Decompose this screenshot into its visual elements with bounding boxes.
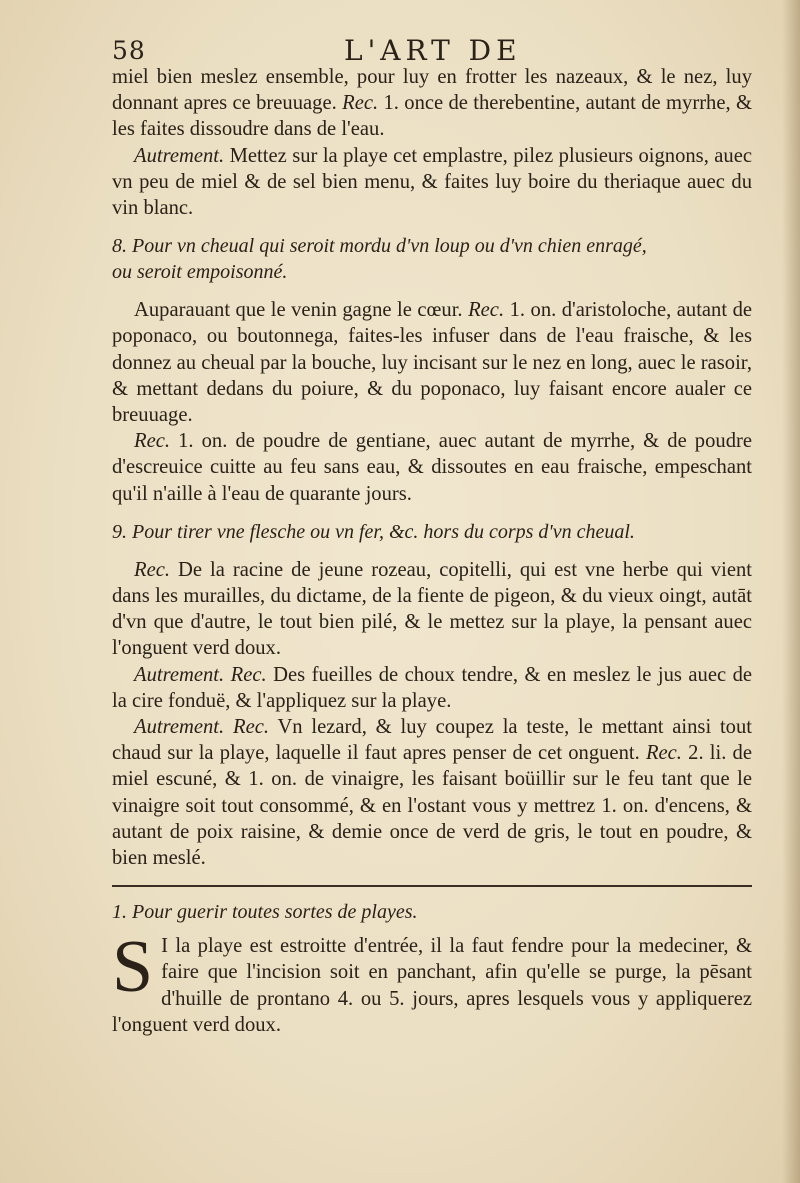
rec-label: Rec. — [232, 716, 269, 739]
paragraph-text: 1. on. d'aristoloche, autant de poponaco, ou boutonnega, faites-les infuser dans de l'eau fraische, & les donnez au cheual par la bouche, luy incisant sur le nez en long, auec le rasoir, & mettant dedans du poiure, & du poponaco, luy faisant encore aualer ce breuuage. — [112, 299, 753, 427]
section-heading-9: 9. Pour tirer vne flesche ou vn fer, &c. hors du corps d'vn cheual. — [112, 520, 635, 543]
rec-label: Rec. — [230, 663, 267, 686]
remedy-paragraph — [112, 662, 752, 714]
drop-cap: S — [112, 926, 154, 1009]
rec-label: Rec. — [134, 430, 171, 453]
page-number: 58 — [112, 36, 146, 65]
rec-label: Rec. — [468, 299, 505, 322]
remedy-paragraph — [112, 297, 752, 428]
paragraph-text: 1. once de therebentine, autant de myrrhe, & les faites dissoudre dans de l'eau. — [112, 92, 753, 141]
rec-label: Rec. — [342, 92, 379, 115]
remedy-paragraph — [112, 926, 752, 1038]
rec-label: Rec. — [645, 742, 682, 765]
paragraph-text: Mettez sur la playe cet emplastre, pilez plusieurs oignons, auec vn peu de miel & de sel bien menu, & faites luy boire du theriaque auec du vin blanc. — [112, 144, 752, 220]
remedy-paragraph — [112, 557, 752, 662]
paragraph-text: Des fueilles de choux tendre, & en meslez le jus auec de la cire fonduë, & l'appliquez sur la playe. — [112, 663, 753, 712]
paragraph-text: 2. li. de miel escuné, & 1. on. de vinaigre, les faisant boüillir sur le feu tant que le vinaigre soit tout consommé, & en l'ostant vous y mettrez 1. on. d'encens, & autant de poix raisine, & demie once de verd de gris, le tout en poudre, & bien meslé. — [112, 742, 752, 870]
paragraph-text: miel bien meslez ensemble, pour luy en frotter les nazeaux, & le nez, luy donnant apres ce breuuage. — [112, 66, 752, 115]
paragraph-text: I la playe est estroitte d'entrée, il la faut fendre pour la medeciner, & faire que l'incision soit en panchant, afin qu'elle se purge, la pēsant d'huille de prontano 4. ou 5. jours, apres lesquels vous y appliquerez l'onguent verd doux. — [112, 935, 752, 1036]
paragraph-text: De la racine de jeune rozeau, copitelli, qui est vne herbe qui vient dans les murailles, du dictame, de la fiente de pigeon, & du vieux oingt, autāt d'vn que d'autre, le tout bien pilé, & le mettez sur la playe, la pensant auec l'onguent verd doux. — [112, 558, 752, 660]
remedy-paragraph — [112, 143, 752, 222]
autrement-label: Autrement. — [134, 716, 225, 739]
paragraph-text: Auparauant que le venin gagne le cœur. — [134, 299, 463, 322]
remedy-paragraph — [112, 428, 752, 507]
section-heading-8-cont: ou seroit empoisonné. — [112, 261, 288, 284]
autrement-label: Autrement. — [134, 663, 225, 686]
paragraph-text: 1. on. de poudre de gentiane, auec autant de myrrhe, & de poudre d'escreuice cuitte au feu sans eau, & dissoutes en eau fraische, empeschant qu'il n'aille à l'eau de quarante jours. — [112, 430, 752, 505]
autrement-label: Autrement. — [134, 144, 225, 167]
rec-label: Rec. — [134, 558, 171, 581]
paragraph-text: Vn lezard, & luy coupez la teste, le mettant ainsi tout chaud sur la playe, laquelle il faut apres penser de cet onguent. — [112, 716, 752, 765]
section-heading-1: 1. Pour guerir toutes sortes de playes. — [112, 901, 418, 924]
running-head: L'ART DE — [344, 34, 522, 67]
body-text — [112, 64, 752, 1038]
section-heading-8: 8. Pour vn cheual qui seroit mordu d'vn loup ou d'vn chien enragé, — [112, 235, 647, 258]
continued-paragraph — [112, 64, 752, 143]
remedy-paragraph — [112, 714, 752, 871]
